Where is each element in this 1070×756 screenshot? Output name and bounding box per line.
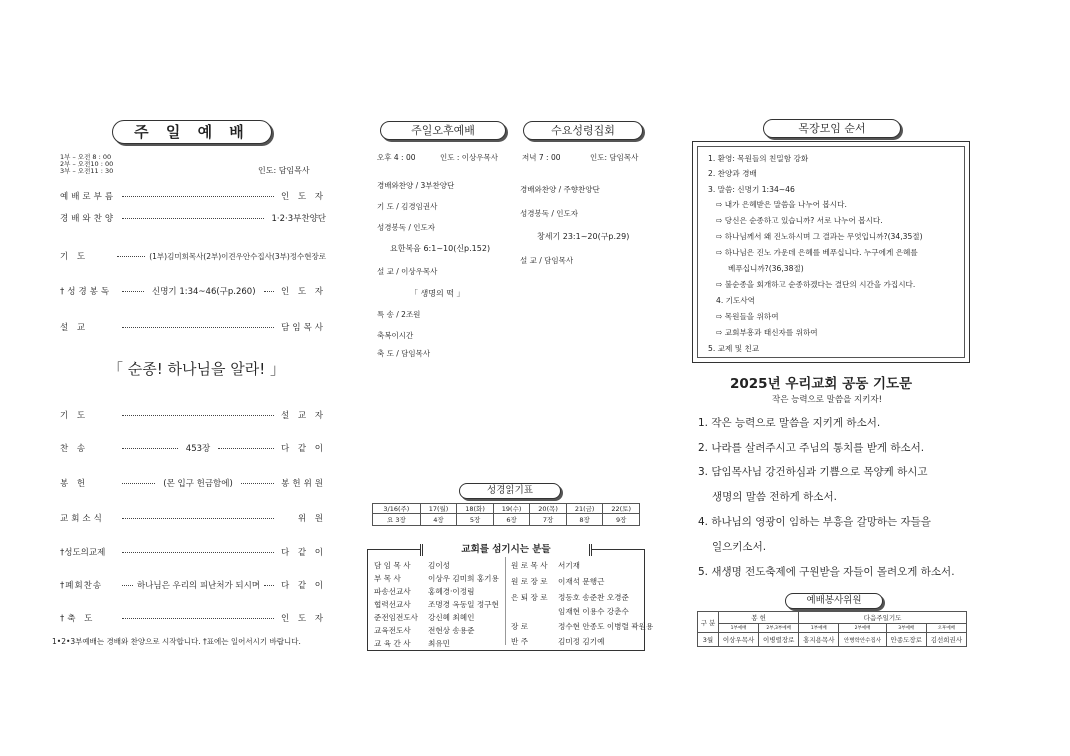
afternoon-title: 주일오후예배 xyxy=(380,121,506,140)
order-item xyxy=(60,250,326,262)
day-cell: 3/16(주) xyxy=(373,504,421,514)
order-item xyxy=(60,409,326,421)
subhead-cell: 3부예배 xyxy=(886,624,926,633)
service-time-1: 1부 – 오전 8 : 00 xyxy=(60,153,112,161)
chapter-cell: 7장 xyxy=(530,514,567,526)
order-item xyxy=(60,546,326,558)
servant-role: 파송선교사 xyxy=(374,587,411,596)
service-time-3: 3부 – 오전11 : 30 xyxy=(60,167,114,175)
subhead-cell: 오후예배 xyxy=(926,624,966,633)
service-leader: 인도: 담임목사 xyxy=(258,166,310,175)
table-row xyxy=(698,633,967,647)
table-row xyxy=(698,612,967,624)
servant-names: 정수현 안종도 이병렬 곽원용 xyxy=(558,622,654,631)
order-right: 다 같 이 xyxy=(280,581,326,591)
afternoon-time: 오후 4 : 00 xyxy=(377,153,416,162)
cell-line: 3. 말씀: 신명기 1:34~46 xyxy=(708,185,795,194)
servant-role: 장 로 xyxy=(511,622,529,631)
name-cell: 안종도장로 xyxy=(886,633,926,647)
servant-role: 교육전도사 xyxy=(374,626,411,635)
order-item xyxy=(60,321,326,333)
order-item xyxy=(60,512,326,524)
cell-line: ⇨ 내가 은혜받은 말씀을 나누어 봅시다. xyxy=(716,200,847,209)
order-mid: 453장 xyxy=(185,444,211,454)
order-mid: 하나님은 우리의 피난처가 되시며 xyxy=(136,581,260,591)
order-label: 봉 헌 xyxy=(60,479,89,489)
order-right: 다 같 이 xyxy=(280,444,326,454)
order-right: 1·2·3부찬양단 xyxy=(271,214,326,224)
cell-line: ⇨ 목원들을 위하여 xyxy=(716,312,779,321)
servant-names: 전현상 송용준 xyxy=(428,626,475,635)
cell-line: ⇨ 불순종을 회개하고 순종하겠다는 결단의 시간을 가집시다. xyxy=(716,280,916,289)
order-label: †성도의교제 xyxy=(60,548,106,558)
cell-group-title: 목장모임 순서 xyxy=(763,119,901,138)
servant-names: 정동호 송준찬 오경준 xyxy=(558,593,629,602)
service-time-2: 2부 – 오전10 : 00 xyxy=(60,160,114,168)
order-label: †성경봉독 xyxy=(60,287,113,297)
main-service-title: 주 일 예 배 xyxy=(112,120,272,144)
servants-divider xyxy=(505,557,506,645)
order-item xyxy=(60,612,326,624)
prayer-line: 2. 나라를 살려주시고 주님의 통치를 받게 하소서. xyxy=(698,442,925,454)
subhead-cell: 2부예배 xyxy=(839,624,886,633)
afternoon-line: 경배와찬양 / 3부찬양단 xyxy=(377,181,455,190)
order-item xyxy=(60,212,326,224)
order-item xyxy=(60,579,326,591)
chapter-cell: 6장 xyxy=(493,514,530,526)
afternoon-line: 요한복음 6:1~10(신p.152) xyxy=(390,244,491,253)
wednesday-line: 경배와찬양 / 주향찬양단 xyxy=(520,185,600,194)
name-cell: 홍지용목사 xyxy=(799,633,839,647)
prayer-line: 1. 작은 능력으로 말씀을 지키게 하소서. xyxy=(698,417,881,429)
wednesday-title: 수요성령집회 xyxy=(523,121,643,140)
month-cell: 3월 xyxy=(698,633,719,647)
day-cell: 20(목) xyxy=(530,504,567,514)
order-item xyxy=(60,477,326,489)
cell-line: ⇨ 하나님께서 왜 진노하시며 그 결과는 무엇입니까?(34,35절) xyxy=(716,232,923,241)
wednesday-line: 설 교 / 담임목사 xyxy=(520,256,574,265)
sermon-title: 「 순종! 하나님을 알라! 」 xyxy=(108,360,286,378)
afternoon-line: 축복이시간 xyxy=(377,331,414,340)
cell-line: 4. 기도사역 xyxy=(716,296,756,305)
servant-names: 임재현 이용수 강춘수 xyxy=(558,607,629,616)
order-right: 인 도 자 xyxy=(280,614,326,624)
order-right: 인 도 자 xyxy=(280,287,326,297)
prayer-subtitle: 작은 능력으로 말씀을 지키자! xyxy=(772,395,883,405)
header-cell: 다음주일기도 xyxy=(799,612,967,624)
order-mid: (1부)김미희목사(2부)이견우안수집사(3부)정수현장로 xyxy=(149,251,326,261)
prayer-title: 2025년 우리교회 공동 기도문 xyxy=(730,376,913,392)
order-label: 예배로부름 xyxy=(60,192,117,202)
servant-role: 교 육 간 사 xyxy=(374,639,411,648)
subhead-cell: 1부예배 xyxy=(719,624,759,633)
wednesday-line: 창세기 23:1~20(구p.29) xyxy=(537,232,630,241)
cell-line: ⇨ 당신은 순종하고 있습니까? 서로 나누어 봅시다. xyxy=(716,216,883,225)
servant-role: 준전임전도사 xyxy=(374,613,419,622)
servant-names: 김미정 김기예 xyxy=(558,637,605,646)
subhead-cell: 2부,3부예배 xyxy=(759,624,799,633)
order-item xyxy=(60,442,326,454)
day-cell: 22(토) xyxy=(603,504,640,514)
prayer-line: 생명의 말씀 전하게 하소서. xyxy=(712,491,837,503)
order-mid: 신명기 1:34~46(구p.260) xyxy=(152,287,256,297)
bible-reading-table xyxy=(372,503,640,526)
order-item xyxy=(60,285,326,297)
order-right: 다 같 이 xyxy=(280,548,326,558)
order-label: 교회소식 xyxy=(60,514,105,524)
chapter-cell: 8장 xyxy=(566,514,603,526)
order-label: 설 교 xyxy=(60,323,89,333)
servant-role: 은 퇴 장 로 xyxy=(511,593,548,602)
servants-title: 교회를 섬기시는 분들 xyxy=(420,544,592,556)
header-cell: 구 분 xyxy=(698,612,719,633)
servant-role: 원 로 장 로 xyxy=(511,577,548,586)
order-mid: (몬 입구 헌금함에) xyxy=(163,479,233,489)
afternoon-line: 기 도 / 김경임권사 xyxy=(377,202,438,211)
order-right: 봉헌위원 xyxy=(281,479,327,489)
order-right: 설 교 자 xyxy=(280,411,326,421)
order-right: 위 원 xyxy=(297,514,326,524)
prayer-line: 일으키소서. xyxy=(712,541,767,553)
order-label: 기 도 xyxy=(60,252,89,262)
cell-line: 1. 환영: 목원들의 친밀함 강화 xyxy=(708,154,809,163)
order-item xyxy=(60,190,326,202)
servant-names: 강신혜 최혜인 xyxy=(428,613,475,622)
servant-names: 최유민 xyxy=(428,639,451,648)
table-row xyxy=(373,504,640,514)
servant-names: 이재석 문행근 xyxy=(558,577,605,586)
afternoon-leader: 인도 : 이상우목사 xyxy=(440,153,499,162)
servant-names: 홍혜경·이정림 xyxy=(428,587,475,596)
order-label: †폐회찬송 xyxy=(60,581,103,591)
servant-names: 조명경 옥동일 정구현 xyxy=(428,600,499,609)
chapter-cell: 9장 xyxy=(603,514,640,526)
servant-role: 반 주 xyxy=(511,637,529,646)
prayer-line: 3. 담임목사님 강건하심과 기쁨으로 목양케 하시고 xyxy=(698,466,928,478)
cell-line: 5. 교제 및 친교 xyxy=(708,344,760,353)
cell-line: 베푸십니까?(36,38절) xyxy=(728,264,804,273)
prayer-line: 4. 하나님의 영광이 임하는 부흥을 갈망하는 자들을 xyxy=(698,516,931,528)
subhead-cell: 1부예배 xyxy=(799,624,839,633)
name-cell: 김선희권사 xyxy=(926,633,966,647)
name-cell: 안병학안수집사 xyxy=(839,633,886,647)
order-right: 담임목사 xyxy=(281,323,326,333)
chapter-cell: 4장 xyxy=(420,514,457,526)
order-label: 경배와찬양 xyxy=(60,214,117,224)
afternoon-line: 성경봉독 / 인도자 xyxy=(377,223,436,232)
cell-line: 2. 찬양과 경배 xyxy=(708,169,757,178)
bible-reading-title: 성경읽기표 xyxy=(459,483,561,499)
day-cell: 17(월) xyxy=(420,504,457,514)
day-cell: 19(수) xyxy=(493,504,530,514)
chapter-cell: 5장 xyxy=(457,514,494,526)
name-cell: 이상우목사 xyxy=(719,633,759,647)
afternoon-sermon: 「 생명의 떡 」 xyxy=(410,289,465,298)
order-label: †축 도 xyxy=(60,614,96,624)
wednesday-line: 성경봉독 / 인도자 xyxy=(520,209,579,218)
servant-role: 담 임 목 사 xyxy=(374,561,411,570)
service-duty-title: 예배봉사위원 xyxy=(785,593,883,609)
afternoon-line: 축 도 / 담임목사 xyxy=(377,349,431,358)
prayer-line: 5. 새생명 전도축제에 구원받을 자들이 몰려오게 하소서. xyxy=(698,566,955,578)
cell-line: ⇨ 하나님은 진노 가운데 은혜를 베푸십니다. 누구에게 은혜를 xyxy=(716,248,918,257)
order-label: 기 도 xyxy=(60,411,89,421)
cell-line: ⇨ 교회부흥과 태신자를 위하여 xyxy=(716,328,818,337)
servant-names: 김이성 xyxy=(428,561,451,570)
servant-role: 협력선교사 xyxy=(374,600,411,609)
day-cell: 21(금) xyxy=(566,504,603,514)
afternoon-line: 특 송 / 2조원 xyxy=(377,310,421,319)
order-right: 인 도 자 xyxy=(280,192,326,202)
header-cell: 봉 헌 xyxy=(719,612,799,624)
service-note: 1•2•3부예배는 경배와 찬양으로 시작합니다. †표에는 일어서시기 바랍니다. xyxy=(52,637,301,646)
chapter-cell: 요 3장 xyxy=(373,514,421,526)
servant-names: 이상우 김미희 홍기용 xyxy=(428,574,499,583)
order-label: 찬 송 xyxy=(60,444,89,454)
service-duty-table xyxy=(697,611,967,647)
day-cell: 18(화) xyxy=(457,504,494,514)
servant-names: 서기재 xyxy=(558,561,581,570)
servant-role: 부 목 사 xyxy=(374,574,401,583)
servant-role: 원 로 목 사 xyxy=(511,561,548,570)
wednesday-leader: 인도: 담임목사 xyxy=(590,153,639,162)
afternoon-line: 설 교 / 이상우목사 xyxy=(377,267,438,276)
table-row xyxy=(373,514,640,526)
wednesday-time: 저녁 7 : 00 xyxy=(522,153,561,162)
name-cell: 이병렬장로 xyxy=(759,633,799,647)
table-row xyxy=(698,624,967,633)
